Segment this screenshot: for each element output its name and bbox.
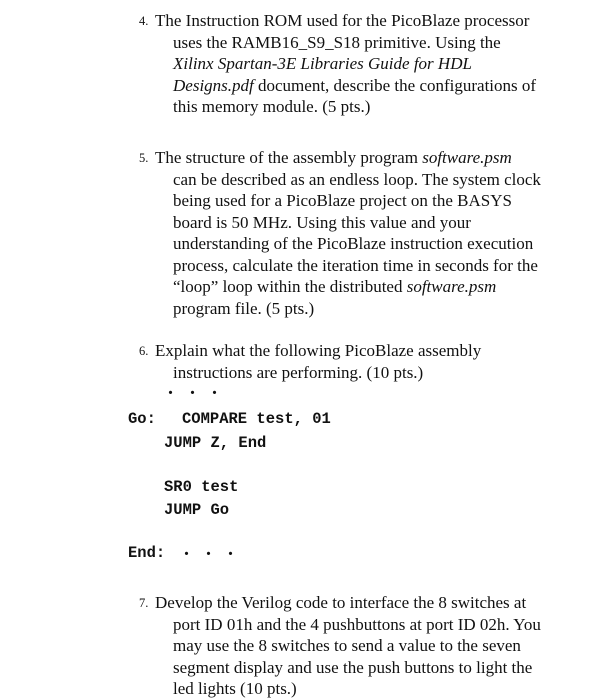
question-7-line: led lights (10 pts.) <box>173 679 297 698</box>
program-filename: software.psm <box>422 148 512 167</box>
question-5-line: being used for a PicoBlaze project on the BASYS <box>173 191 512 210</box>
question-7-number: 7. <box>139 596 149 610</box>
question-4-line: this memory module. (5 pts.) <box>173 97 371 116</box>
question-7 <box>139 592 541 700</box>
question-7-line: port ID 01h and the 4 pushbuttons at port ID 02h. You <box>173 614 541 634</box>
question-7-line: may use the 8 switches to send a value to the seven <box>173 636 521 655</box>
question-6-line: Explain what the following PicoBlaze assembly <box>155 341 482 360</box>
code-ellipsis-end: . . . <box>184 538 239 560</box>
question-7-line: segment display and use the push buttons to light the <box>173 657 533 677</box>
question-5-line: program file. (5 pts.) <box>173 298 315 318</box>
libraries-guide-title: Xilinx Spartan-3E Libraries Guide for HDL <box>173 54 472 73</box>
code-ellipsis-top: . . . <box>168 377 223 399</box>
question-5-line: understanding of the PicoBlaze instruction execution <box>173 234 534 253</box>
question-4-line <box>155 53 536 75</box>
question-4-number: 4. <box>139 14 149 28</box>
question-4 <box>139 10 537 118</box>
code-label-go: Go: <box>128 410 156 428</box>
question-5-line: process, calculate the iteration time in seconds for the <box>173 255 538 275</box>
question-6-line: instructions are performing. (10 pts.) <box>173 362 424 382</box>
question-5-number: 5. <box>139 151 149 165</box>
code-label-end: End: <box>128 544 166 562</box>
code-line-compare: COMPARE test, 01 <box>182 410 331 428</box>
code-line-jump-z: JUMP Z, End <box>164 434 267 452</box>
question-5-line: “loop” loop within the distributed software.psm <box>173 277 497 296</box>
question-5 <box>139 147 541 319</box>
question-7-line: Develop the Verilog code to interface the 8 switches at <box>155 593 527 612</box>
question-4-line: uses the RAMB16_S9_S18 primitive. Using the <box>173 32 501 52</box>
question-5-line: The structure of the assembly program software.psm <box>155 148 512 167</box>
question-6-number: 6. <box>139 344 149 358</box>
question-5-line: board is 50 MHz. Using this value and your <box>173 212 471 232</box>
code-line-jump-go: JUMP Go <box>164 501 230 519</box>
question-5-line: can be described as an endless loop. The system clock <box>173 169 541 189</box>
question-4-line: The Instruction ROM used for the PicoBlaze processor <box>155 11 530 30</box>
code-line-sr0: SR0 test <box>164 478 239 496</box>
program-filename: software.psm <box>406 277 497 296</box>
question-4-line: Designs.pdf document, describe the configurations of <box>173 75 537 95</box>
pdf-filename: Designs.pdf <box>173 75 254 95</box>
